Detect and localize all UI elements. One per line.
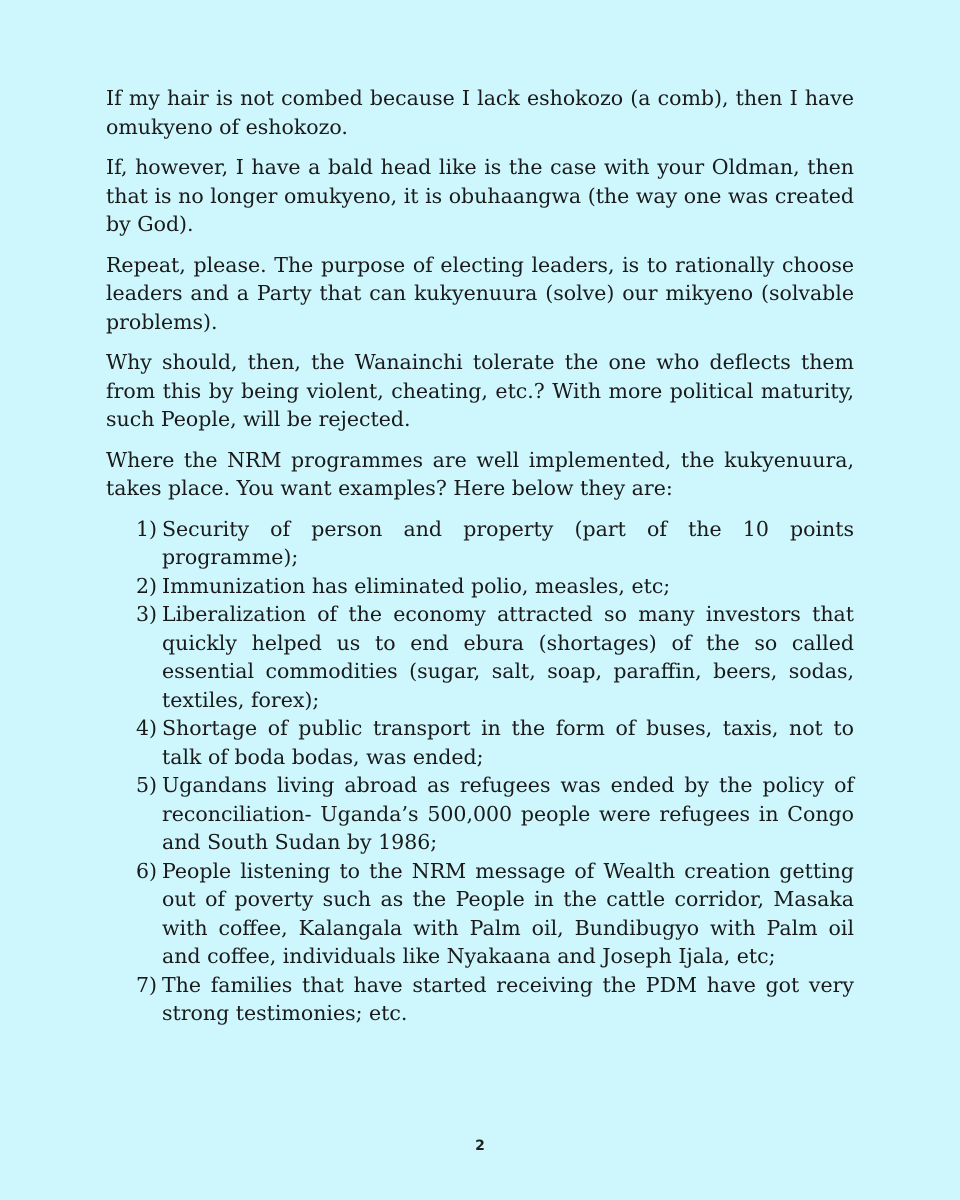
list-marker: 4) xyxy=(136,716,158,740)
list-item-text: People listening to the NRM message of Wealth creation getting out of poverty such as the People in the cattle corridor, Masaka with coffee, Kalangala with Palm oil, Bundibugyo with Palm oil and coffee, individuals like Nyakaana and Joseph Ijala, etc; xyxy=(162,858,854,968)
list-item-text: Security of person and property (part of the 10 points programme); xyxy=(162,516,854,569)
paragraph-wanainchi: Why should, then, the Wanainchi tolerate the one who deflects them from this by being violent, cheating, etc.? With more political maturity, such People, will be rejected. xyxy=(106,350,854,431)
list-marker: 7) xyxy=(136,972,158,997)
list-item xyxy=(106,515,854,572)
paragraph-bald-head: If, however, I have a bald head like is the case with your Oldman, then that is no longer omukyeno, it is obuhaangwa (the way one was created by God). xyxy=(106,155,854,236)
list-item xyxy=(106,600,854,714)
list-item xyxy=(106,857,854,971)
list-item xyxy=(106,771,854,857)
list-item-text: Liberalization of the economy attracted so many investors that quickly helped us to end ebura (shortages) of the so called essential commodities (sugar, salt, soap, paraffin, beers, sodas, textiles, forex); xyxy=(162,602,854,712)
list-marker: 6) xyxy=(136,858,158,883)
page-number: 2 xyxy=(475,1138,485,1154)
paragraph-comb: If my hair is not combed because I lack eshokozo (a comb), then I have omukyeno of eshokozo. xyxy=(106,86,854,139)
examples-list xyxy=(106,515,854,1028)
paragraph-nrm-programmes: Where the NRM programmes are well implemented, the kukyenuura, takes place. You want examples? Here below they are: xyxy=(106,447,854,500)
list-item-text: Immunization has eliminated polio, measles, etc; xyxy=(162,573,671,598)
list-item-text: Shortage of public transport in the form of buses, taxis, not to talk of boda bodas, was ended; xyxy=(162,716,854,769)
list-item xyxy=(106,714,854,771)
list-item-text: The families that have started receiving the PDM have got very strong testimonies; etc. xyxy=(162,972,854,1025)
list-item xyxy=(106,572,854,601)
list-marker: 1) xyxy=(136,516,158,541)
list-item-text: Ugandans living abroad as refugees was ended by the policy of reconciliation- Uganda’s 500,000 people were refugees in Congo and South Sudan by 1986; xyxy=(162,773,854,854)
paragraph-electing-leaders: Repeat, please. The purpose of electing leaders, is to rationally choose leaders and a Party that can kukyenuura (solve) our mikyeno (solvable problems). xyxy=(106,252,854,334)
list-marker: 3) xyxy=(136,602,158,626)
document-page xyxy=(106,84,854,1028)
list-item xyxy=(106,971,854,1028)
list-marker: 2) xyxy=(136,573,158,598)
list-marker: 5) xyxy=(136,773,158,797)
